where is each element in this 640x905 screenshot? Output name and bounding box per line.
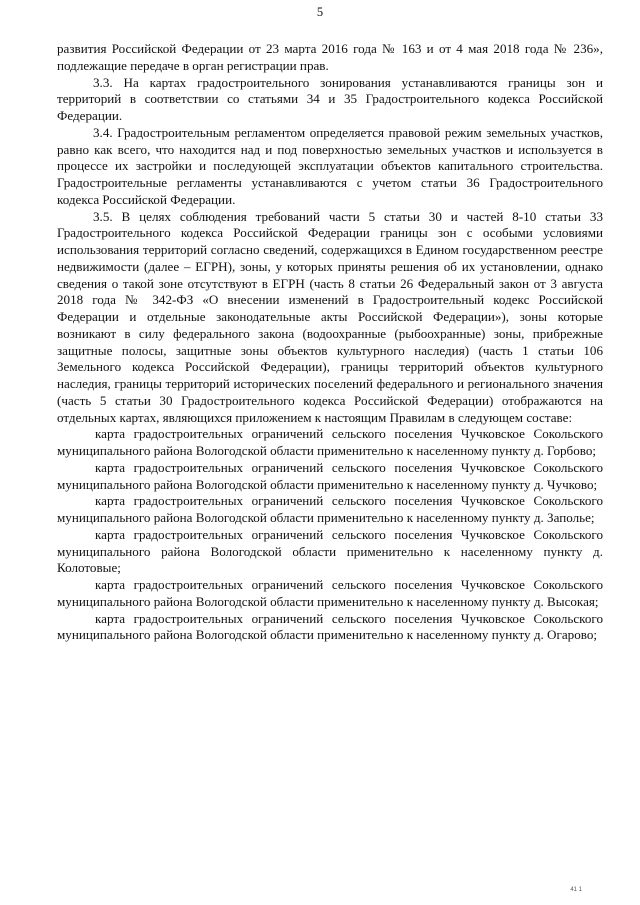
list-item-map-kolotovye: карта градостроительных ограничений сельского поселения Чучковское Сокольского муниципального района Вологодской области применительно к населенному пункту д. Колотовые;: [57, 526, 603, 576]
paragraph-3-5: 3.5. В целях соблюдения требований части 5 статьи 30 и частей 8-10 статьи 33 Градостроительного кодекса Российской Федерации границы зон с особыми условиями использования территорий согласно сведений, содержащихся в Едином государственном реестре недвижимости (далее – ЕГРН), зоны, у которых приняты решения об их установлении, однако сведения о такой зоне отсутствуют в ЕГРН (часть 8 статьи 26 Федеральный закон от 3 августа 2018 года № 342-ФЗ «О внесении изменений в Градостроительный кодекс Российской Федерации и отдельные законодательные акты Российской Федерации»), зоны которые возникают в силу федерального закона (водоохранные (рыбоохранные) зоны, прибрежные защитные полосы, защитные зоны объектов культурного наследия) (часть 1 статьи 106 Земельного кодекса Российской Федерации), границы территорий объектов культурного наследия, границы территорий исторических поселений федерального и регионального значения (часть 5 статьи 30 Градостроительного кодекса Российской Федерации) отображаются на отдельных картах, являющихся приложением к настоящим Правилам в следующем составе:: [57, 208, 603, 425]
document-body: [57, 41, 603, 644]
paragraph-continuation: развития Российской Федерации от 23 марта 2016 года № 163 и от 4 мая 2018 года № 236», подлежащие передаче в орган регистрации прав.: [57, 41, 603, 73]
list-item-map-gorbovo: карта градостроительных ограничений сельского поселения Чучковское Сокольского муниципального района Вологодской области применительно к населенному пункту д. Горбово;: [57, 426, 603, 458]
paragraph-3-3: 3.3. На картах градостроительного зонирования устанавливаются границы зон и территорий в соответствии со статьями 34 и 35 Градостроительного кодекса Российской Федерации.: [57, 74, 603, 123]
paragraph-3-4: 3.4. Градостроительным регламентом определяется правовой режим земельных участков, равно как всего, что находится над и под поверхностью земельных участков и используется в процессе их застройки и последующей эксплуатации объектов капитального строительства. Градостроительные регламенты устанавливаются с учетом статьи 36 Градостроительного кодекса Российской Федерации.: [57, 124, 603, 207]
list-item-map-chuchkovo: карта градостроительных ограничений сельского поселения Чучковское Сокольского муниципального района Вологодской области применительно к населенному пункту д. Чучково;: [57, 459, 603, 492]
list-item-map-ogarovo: карта градостроительных ограничений сельского поселения Чучковское Сокольского муниципального района Вологодской области применительно к населенному пункту д. Огарово;: [57, 610, 603, 643]
list-item-map-zapolye: карта градостроительных ограничений сельского поселения Чучковское Сокольского муниципального района Вологодской области применительно к населенному пункту д. Заполье;: [57, 493, 603, 525]
list-item-map-vysokaya: карта градостроительных ограничений сельского поселения Чучковское Сокольского муниципального района Вологодской области применительно к населенному пункту д. Высокая;: [57, 577, 603, 609]
page-number: 5: [316, 5, 324, 19]
footer-mark: 41 1: [570, 887, 582, 893]
